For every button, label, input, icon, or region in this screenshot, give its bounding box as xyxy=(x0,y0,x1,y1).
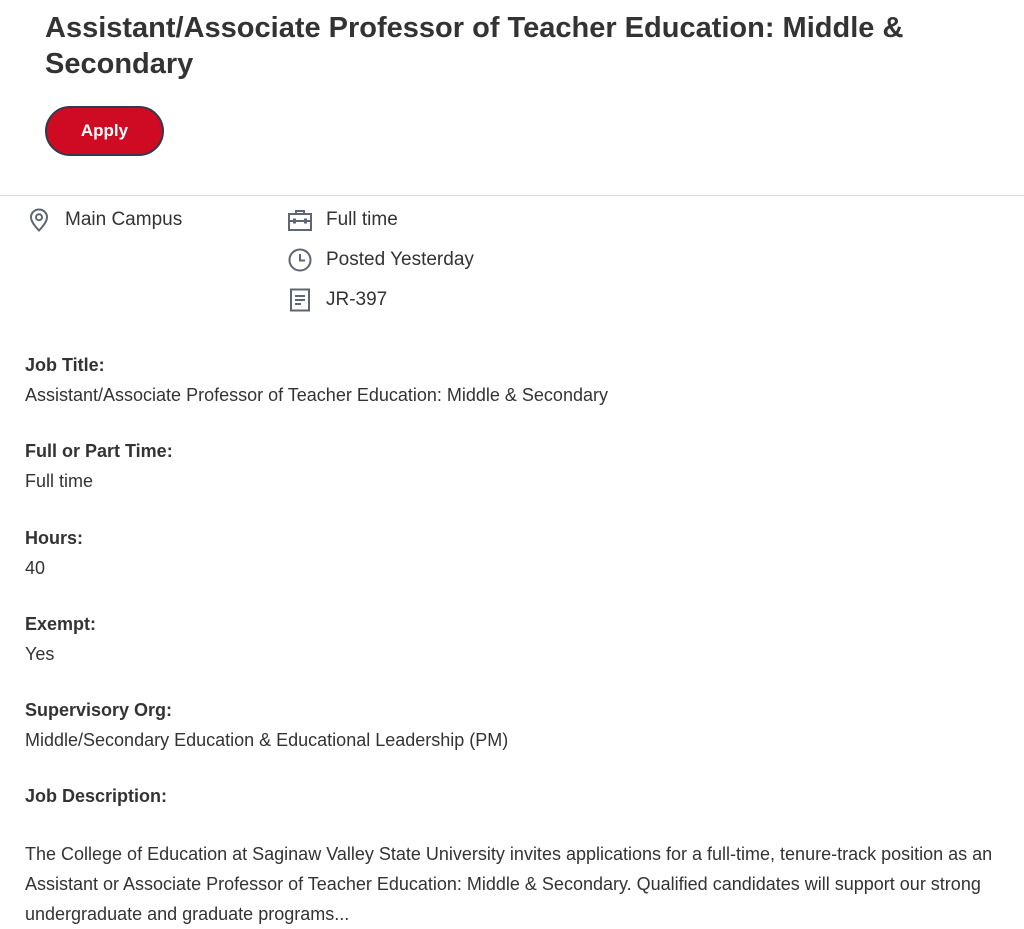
hours-label: Hours: xyxy=(25,528,83,548)
exempt-label: Exempt: xyxy=(25,614,97,634)
document-icon xyxy=(287,287,313,313)
job-description-label: Job Description: xyxy=(25,786,168,806)
job-header xyxy=(0,0,1024,196)
full-part-time-label: Full or Part Time: xyxy=(25,441,173,461)
page-title: Assistant/Associate Professor of Teacher Education: Middle & Secondary xyxy=(45,12,904,80)
full-part-time-value: Full time xyxy=(25,471,94,491)
clock-icon xyxy=(287,247,313,273)
location-pin-icon xyxy=(26,207,52,233)
location-text: Main Campus xyxy=(65,209,183,230)
time-type-text: Full time xyxy=(326,209,398,230)
exempt-value: Yes xyxy=(25,644,55,664)
meta-time-type xyxy=(287,207,398,233)
meta-location xyxy=(26,207,182,233)
supervisory-org-value: Middle/Secondary Education & Educational Leadership (PM) xyxy=(25,730,509,750)
requisition-text: JR-397 xyxy=(326,289,388,310)
apply-button[interactable]: Apply xyxy=(45,106,164,156)
posted-text: Posted Yesterday xyxy=(326,249,474,270)
supervisory-org-label: Supervisory Org: xyxy=(25,700,173,720)
briefcase-icon xyxy=(287,207,313,233)
meta-posted xyxy=(287,247,474,273)
hours-value: 40 xyxy=(25,558,46,578)
job-title-label: Job Title: xyxy=(25,355,105,375)
job-title-value: Assistant/Associate Professor of Teacher Education: Middle & Secondary xyxy=(25,385,608,405)
meta-requisition xyxy=(287,287,387,313)
job-description-text: The College of Education at Saginaw Valley State University invites applications for a full-time, tenure-track position as an Assistant or Associate Professor of Teacher Education: Middle & Secondary. Qualified candidates will support our strong undergraduate and graduate programs... xyxy=(25,844,993,924)
